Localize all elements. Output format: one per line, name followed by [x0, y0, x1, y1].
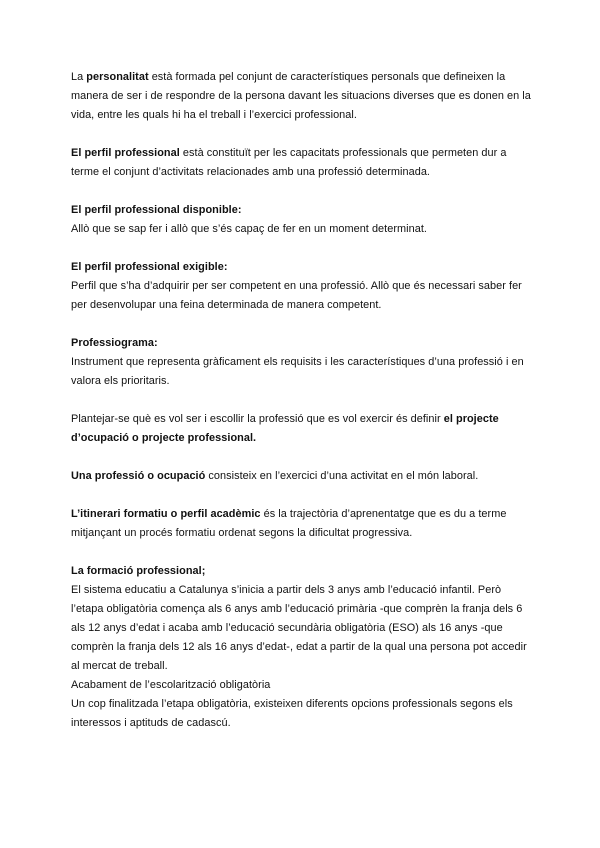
paragraph-itinerari [71, 505, 531, 543]
p6-term: el projecte d’ocupació o projecte professional. [71, 413, 499, 444]
p9-text-2: Un cop finalitzada l’etapa obligatòria, existeixen diferents opcions professionals segons els interessos i aptituds de cadascú. [71, 698, 513, 729]
p4-heading: El perfil professional exigible: [71, 261, 228, 273]
p1-term: personalitat [86, 71, 149, 83]
p8-text: és la trajectòria d’aprenentatge que es du a terme mitjançant un procés formatiu ordenat segons la dificultat progressiva. [71, 508, 507, 539]
p7-text: consisteix en l’exercici d’una activitat en el món laboral. [205, 470, 479, 482]
p3-heading: El perfil professional disponible: [71, 204, 242, 216]
p1-pre: La [71, 71, 87, 83]
p5-heading: Professiograma: [71, 337, 158, 349]
p1-text: està formada pel conjunt de característiques personals que defineixen la manera de ser i de respondre de la persona davant les situacions diverses que es donen en la vida, entre les quals hi ha el treball i l’exercici professional. [71, 71, 531, 121]
paragraph-projecte [71, 410, 531, 448]
p2-term: El perfil professional [71, 147, 180, 159]
paragraph-perfil-disponible [71, 201, 531, 239]
p3-text: Allò que se sap fer i allò que s’és capaç de fer en un moment determinat. [71, 223, 427, 235]
paragraph-perfil-professional [71, 144, 531, 182]
p6-text: Plantejar-se què es vol ser i escollir la professió que es vol exercir és definir [71, 413, 444, 425]
p4-text: Perfil que s’ha d’adquirir per ser competent en una professió. Allò que és necessari saber fer per desenvolupar una feina determinada de manera competent. [71, 280, 522, 311]
p2-text: està constituït per les capacitats professionals que permeten dur a terme el conjunt d’activitats relacionades amb una professió determinada. [71, 147, 507, 178]
p9-heading: La formació professional; [71, 565, 206, 577]
paragraph-professio [71, 467, 531, 486]
p9-subheading: Acabament de l’escolarització obligatòria [71, 679, 271, 691]
p7-term: Una professió o ocupació [71, 470, 206, 482]
paragraph-formacio [71, 562, 531, 733]
paragraph-personalitat [71, 68, 531, 125]
paragraph-professiograma [71, 334, 531, 391]
p9-text: El sistema educatiu a Catalunya s’inicia a partir dels 3 anys amb l’educació infantil. Però l’etapa obligatòria comença als 6 anys amb l’educació primària -que comprèn la franja dels 6 als 12 anys d’edat i acaba amb l’educació secundària obligatòria (ESO) als 16 anys -que comprèn la franja dels 12 als 16 anys d’edat-, edat a partir de la qual una persona pot accedir al mercat de treball. [71, 584, 527, 672]
paragraph-perfil-exigible [71, 258, 531, 315]
p5-text: Instrument que representa gràficament els requisits i les característiques d’una professió i en valora els prioritaris. [71, 356, 524, 387]
p8-term: L’itinerari formatiu o perfil acadèmic [71, 508, 261, 520]
document-body [71, 68, 531, 733]
